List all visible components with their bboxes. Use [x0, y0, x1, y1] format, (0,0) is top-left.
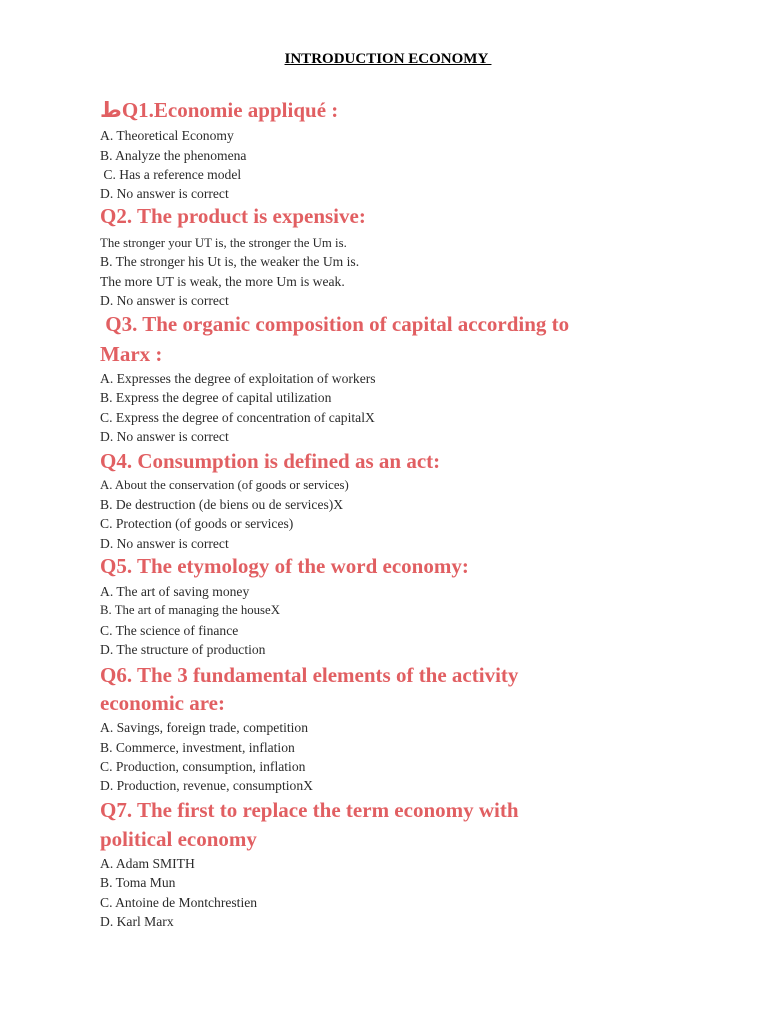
question-1-answer-a: A. Theoretical Economy — [100, 128, 234, 143]
question-6-answer-a: A. Savings, foreign trade, competition — [100, 720, 309, 735]
question-6-heading-line-2: economic are: — [100, 691, 225, 715]
question-4-heading: Q4. Consumption is defined as an act: — [100, 449, 441, 473]
question-5-answer-a: A. The art of saving money — [100, 584, 250, 599]
question-3-answer-c: C. Express the degree of concentration of capitalX — [100, 410, 375, 425]
question-2-answer-b: B. The stronger his Ut is, the weaker the Um is. — [100, 254, 360, 269]
question-6-answer-b: B. Commerce, investment, inflation — [100, 740, 295, 755]
question-2-answer-c: The more UT is weak, the more Um is weak. — [100, 274, 345, 289]
question-3-heading-line-2: Marx : — [100, 342, 163, 366]
question-7-heading-line-2: political economy — [100, 827, 257, 851]
question-1-answer-b: B. Analyze the phenomena — [100, 148, 247, 163]
document-title: INTRODUCTION ECONOMY — [284, 51, 492, 67]
question-4-answer-b: B. De destruction (de biens ou de services)X — [100, 497, 344, 512]
question-6-answer-d: D. Production, revenue, consumptionX — [100, 778, 313, 793]
question-3-answer-b: B. Express the degree of capital utilization — [100, 390, 332, 405]
question-1-prefix-mark: ط — [100, 98, 122, 122]
question-5-answer-b: B. The art of managing the houseX — [100, 603, 280, 617]
question-3-heading-line-1: Q3. The organic composition of capital according to — [100, 312, 570, 336]
question-5-answer-d: D. The structure of production — [100, 642, 266, 657]
question-7-answer-a: A. Adam SMITH — [100, 856, 195, 871]
question-2-answer-a: The stronger your UT is, the stronger the Um is. — [100, 236, 347, 250]
question-5-answer-c: C. The science of finance — [100, 623, 239, 638]
question-7-answer-b: B. Toma Mun — [100, 875, 176, 890]
question-7-answer-c: C. Antoine de Montchrestien — [100, 895, 258, 910]
question-7-heading-line-1: Q7. The first to replace the term economy with — [100, 798, 519, 822]
question-5-heading: Q5. The etymology of the word economy: — [100, 554, 469, 578]
question-3-answer-d: D. No answer is correct — [100, 429, 229, 444]
question-1-heading — [100, 96, 338, 125]
question-4-answer-a: A. About the conservation (of goods or services) — [100, 478, 349, 492]
question-1-answer-d: D. No answer is correct — [100, 186, 229, 201]
question-2-answer-d: D. No answer is correct — [100, 293, 229, 308]
question-6-answer-c: C. Production, consumption, inflation — [100, 759, 306, 774]
question-6-heading-line-1: Q6. The 3 fundamental elements of the activity — [100, 663, 519, 687]
question-1-answer-c: C. Has a reference model — [100, 167, 242, 182]
question-7-answer-d: D. Karl Marx — [100, 914, 174, 929]
question-2-heading: Q2. The product is expensive: — [100, 204, 366, 228]
question-4-answer-d: D. No answer is correct — [100, 536, 229, 551]
question-3-answer-a: A. Expresses the degree of exploitation of workers — [100, 371, 376, 386]
question-1-text: Q1.Economie appliqué : — [121, 98, 339, 122]
question-4-answer-c: C. Protection (of goods or services) — [100, 516, 294, 531]
